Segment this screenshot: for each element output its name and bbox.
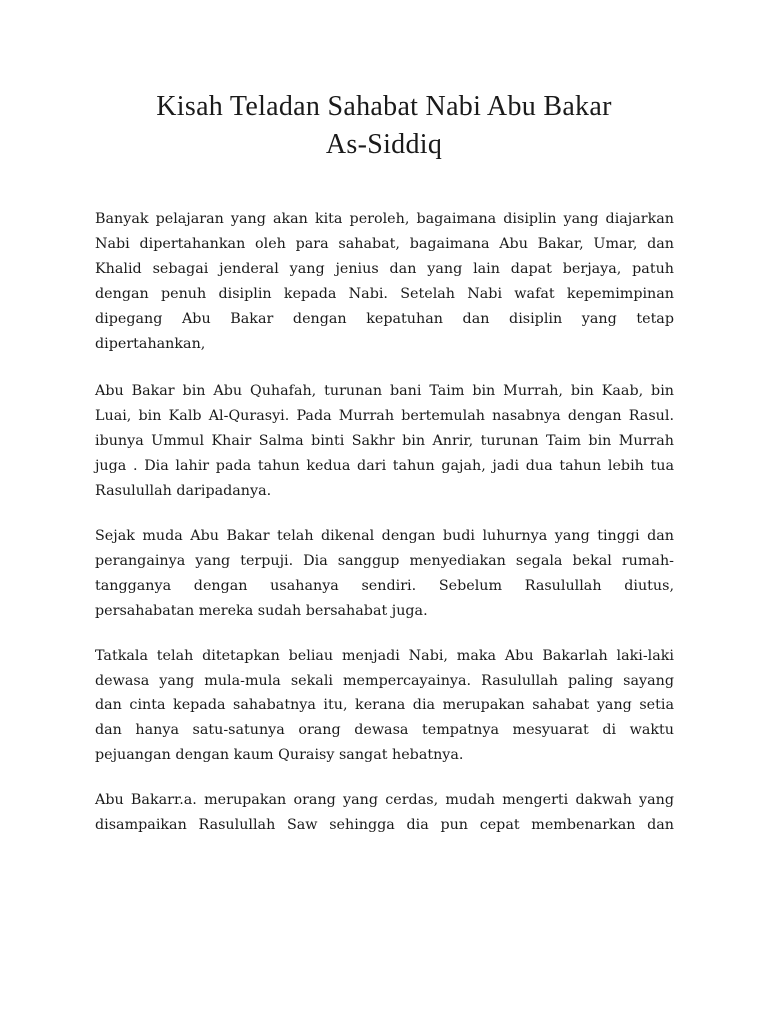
text-line: dipegang Abu Bakar dengan kepatuhan dan disiplin yang tetap <box>95 310 674 327</box>
text-line: juga . Dia lahir pada tahun kedua dari tahun gajah, jadi dua tahun lebih tua <box>95 458 674 475</box>
title-line-2: As-Siddiq <box>325 129 443 160</box>
text-line: Abu Bakar bin Abu Quhafah, turunan bani Taim bin Murrah, bin Kaab, bin <box>95 383 674 400</box>
text-line: tangganya dengan usahanya sendiri. Sebelum Rasulullah diutus, <box>95 577 674 594</box>
text-line: Banyak pelajaran yang akan kita peroleh, bagaimana disiplin yang diajarkan <box>95 211 674 227</box>
text-line: Tatkala telah ditetapkan beliau menjadi Nabi, maka Abu Bakarlah laki-laki <box>95 647 674 664</box>
text-line: dan hanya satu-satunya orang dewasa tempatnya mesyuarat di waktu <box>95 722 674 739</box>
text-line: Khalid sebagai jenderal yang jenius dan yang lain dapat berjaya, patuh <box>95 260 674 277</box>
title-line-1: Kisah Teladan Sahabat Nabi Abu Bakar <box>156 91 612 122</box>
paragraph-1 <box>95 207 674 356</box>
text-line: dipertahankan, <box>95 335 206 352</box>
paragraph-4 <box>95 644 674 769</box>
document-body <box>95 207 674 858</box>
text-line: Nabi dipertahankan oleh para sahabat, bagaimana Abu Bakar, Umar, dan <box>95 235 674 252</box>
text-line: dan cinta kepada sahabatnya itu, kerana dia merupakan sahabat yang setia <box>95 697 674 714</box>
text-line: disampaikan Rasulullah Saw sehingga dia pun cepat membenarkan dan <box>95 817 674 834</box>
page-title <box>60 88 708 164</box>
paragraph-3 <box>95 524 674 624</box>
text-line: dengan penuh disiplin kepada Nabi. Setelah Nabi wafat kepemimpinan <box>95 285 674 302</box>
paragraph-5 <box>95 788 674 838</box>
paragraph-2 <box>95 379 674 504</box>
text-line: ibunya Ummul Khair Salma binti Sakhr bin Anrir, turunan Taim bin Murrah <box>95 433 674 450</box>
text-line: dewasa yang mula-mula sekali mempercayainya. Rasulullah paling sayang <box>95 672 674 689</box>
text-line: Rasulullah daripadanya. <box>95 483 272 500</box>
text-line: Abu Bakarr.a. merupakan orang yang cerdas, mudah mengerti dakwah yang <box>95 792 674 809</box>
text-line: Sejak muda Abu Bakar telah dikenal dengan budi luhurnya yang tinggi dan <box>95 527 674 544</box>
text-line: persahabatan mereka sudah bersahabat juga. <box>95 602 428 619</box>
text-line: Luai, bin Kalb Al-Qurasyi. Pada Murrah bertemulah nasabnya dengan Rasul. <box>95 408 674 425</box>
text-line: perangainya yang terpuji. Dia sanggup menyediakan segala bekal rumah- <box>95 552 674 569</box>
text-line: pejuangan dengan kaum Quraisy sangat hebatnya. <box>95 747 464 764</box>
